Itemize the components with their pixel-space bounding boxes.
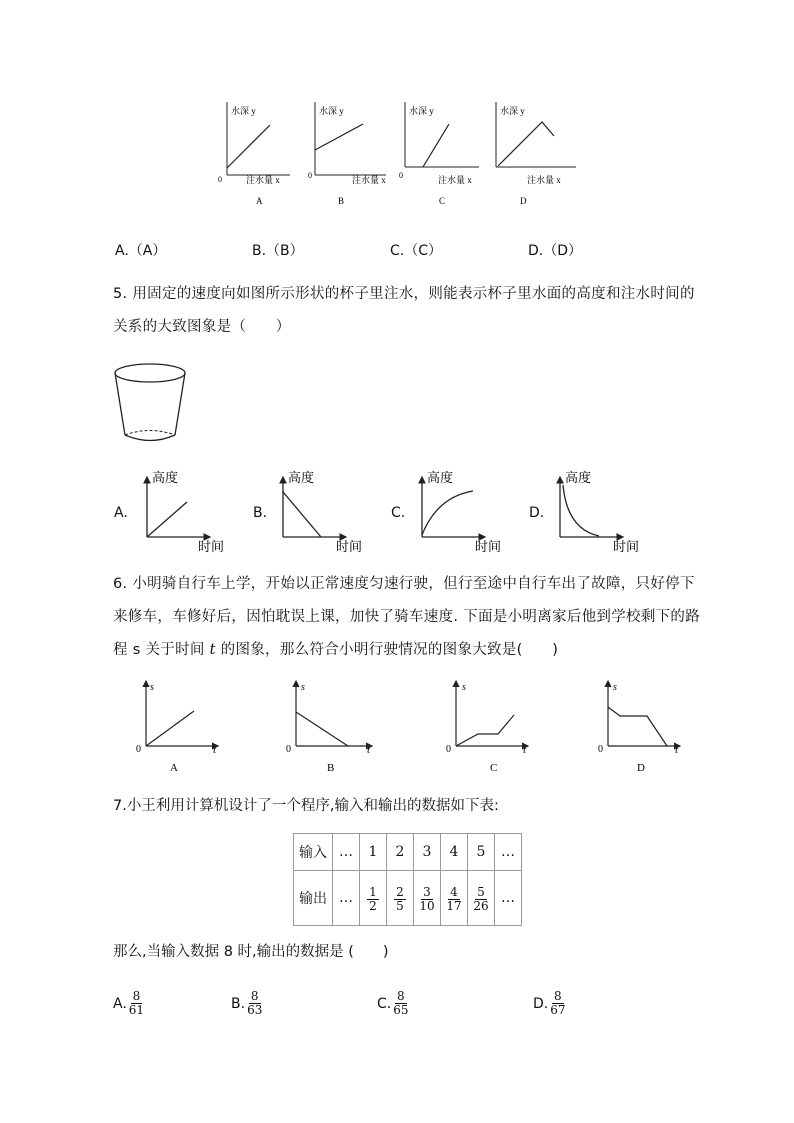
q6-graph-a [130,676,230,776]
output-ellipsis-left: … [333,871,360,926]
q5-b-ylabel: 高度 [288,471,315,486]
q5-a-xlabel: 时间 [198,540,225,555]
q6-a-xlabel: t [213,744,217,756]
q4-a-caption: A [256,196,263,206]
q4-b-xlabel: 注水量 x [352,175,386,185]
q4-d-xlabel: 注水量 x [527,175,561,185]
output-cell: $\frac{2}{5}$ [387,871,414,926]
q6-d-origin: 0 [598,744,603,755]
q6-d-xlabel: t [675,744,679,756]
q4-b-caption: B [338,196,345,206]
q6-graph-b [280,676,380,776]
q4-d-caption: D [520,196,527,206]
table-row-output [294,871,522,926]
output-cell: $\frac{4}{17}$ [441,871,468,926]
q6-graph-d [592,676,692,776]
q6-c-caption: C [490,762,498,774]
q5-question-text: 5. 用固定的速度向如图所示形状的杯子里注水，则能表示杯子里水面的高度和注水时间的关系的大致图象是（ ） [113,286,695,335]
q4-c-xlabel: 注水量 x [438,175,472,185]
input-ellipsis-left: … [333,834,360,871]
q4-option-b[interactable]: B.（B） [252,243,304,259]
q5-letter-c[interactable]: C. [391,505,406,521]
q5-b-xlabel: 时间 [336,540,363,555]
q5-c-ylabel: 高度 [427,471,454,486]
q4-c-caption: C [439,196,446,206]
q4-option-a[interactable]: A.（A） [115,243,167,259]
q6-b-origin: 0 [286,744,291,755]
q5-d-ylabel: 高度 [565,471,592,486]
q6-question-text: 6. 小明骑自行车上学，开始以正常速度匀速行驶，但行至途中自行车出了故障，只好停下来修车，车修好后，因怕耽误上课，加快了骑车速度. 下面是小明离家后他到学校剩下的路程 s 关于时间 t 的图象，那么符合小明行驶情况的图象大致是( ) [113,576,701,658]
q6-graph-c [440,676,540,776]
q5-c-xlabel: 时间 [475,540,502,555]
output-cell: $\frac{5}{26}$ [468,871,495,926]
q5-letter-d[interactable]: D. [529,505,545,521]
q6-c-ylabel: s [462,682,466,693]
output-cell: $\frac{1}{2}$ [360,871,387,926]
q6-c-xlabel: t [523,744,527,756]
q7-answer-d[interactable]: D. $\frac{8}{67}$ [533,989,566,1017]
q6-b-xlabel: t [367,744,371,756]
q4-b-ylabel: 水深 y [319,106,344,116]
input-cell: 3 [414,834,441,871]
q5-cup-figure [110,360,195,445]
q4-graph-d [486,100,581,210]
q4-c-ylabel: 水深 y [409,106,434,116]
q7-answer-c[interactable]: C. $\frac{8}{65}$ [377,989,409,1017]
input-cell: 1 [360,834,387,871]
q5-graph-a [140,467,240,557]
input-label: 输入 [294,834,333,871]
q6-a-caption: A [170,762,178,774]
q7-answer-a[interactable]: A. $\frac{8}{61}$ [113,989,145,1017]
q6-b-caption: B [327,762,335,774]
output-ellipsis-right: … [495,871,522,926]
q4-graph-a [212,100,292,210]
q6-a-origin: 0 [136,744,141,755]
q5-graph-c [415,467,515,557]
q4-d-ylabel: 水深 y [500,106,525,116]
q4-a-xlabel: 注水量 x [246,175,280,185]
q7-followup-text: 那么,当输入数据 8 时,输出的数据是 ( ) [113,944,389,960]
q4-option-c[interactable]: C.（C） [390,243,443,259]
q4-graph-c [393,100,488,210]
q6-c-origin: 0 [446,744,451,755]
q7-question-text: 7.小王利用计算机设计了一个程序,输入和输出的数据如下表: [113,798,499,814]
q5-a-ylabel: 高度 [152,471,179,486]
q6-b-ylabel: s [301,682,305,693]
q4-option-d[interactable]: D.（D） [528,243,583,259]
q4-graph-b [303,100,388,210]
q5-d-xlabel: 时间 [613,540,640,555]
q7-io-table [293,833,522,926]
q5-graph-d [553,467,653,557]
q4-a-ylabel: 水深 y [231,106,256,116]
q6-a-ylabel: s [150,682,154,693]
output-label: 输出 [294,871,333,926]
q4-a-origin: 0 [218,175,222,184]
input-cell: 4 [441,834,468,871]
q5-letter-a[interactable]: A. [114,505,128,521]
q6-d-caption: D [637,762,645,774]
input-cell: 5 [468,834,495,871]
output-cell: $\frac{3}{10}$ [414,871,441,926]
input-ellipsis-right: … [495,834,522,871]
q7-answer-b[interactable]: B. $\frac{8}{63}$ [231,989,263,1017]
q5-letter-b[interactable]: B. [253,505,268,521]
input-cell: 2 [387,834,414,871]
table-row-input [294,834,522,871]
q5-graph-b [276,467,376,557]
q4-b-origin: 0 [308,171,312,180]
q4-c-origin: 0 [399,171,403,180]
q6-d-ylabel: s [613,682,617,693]
